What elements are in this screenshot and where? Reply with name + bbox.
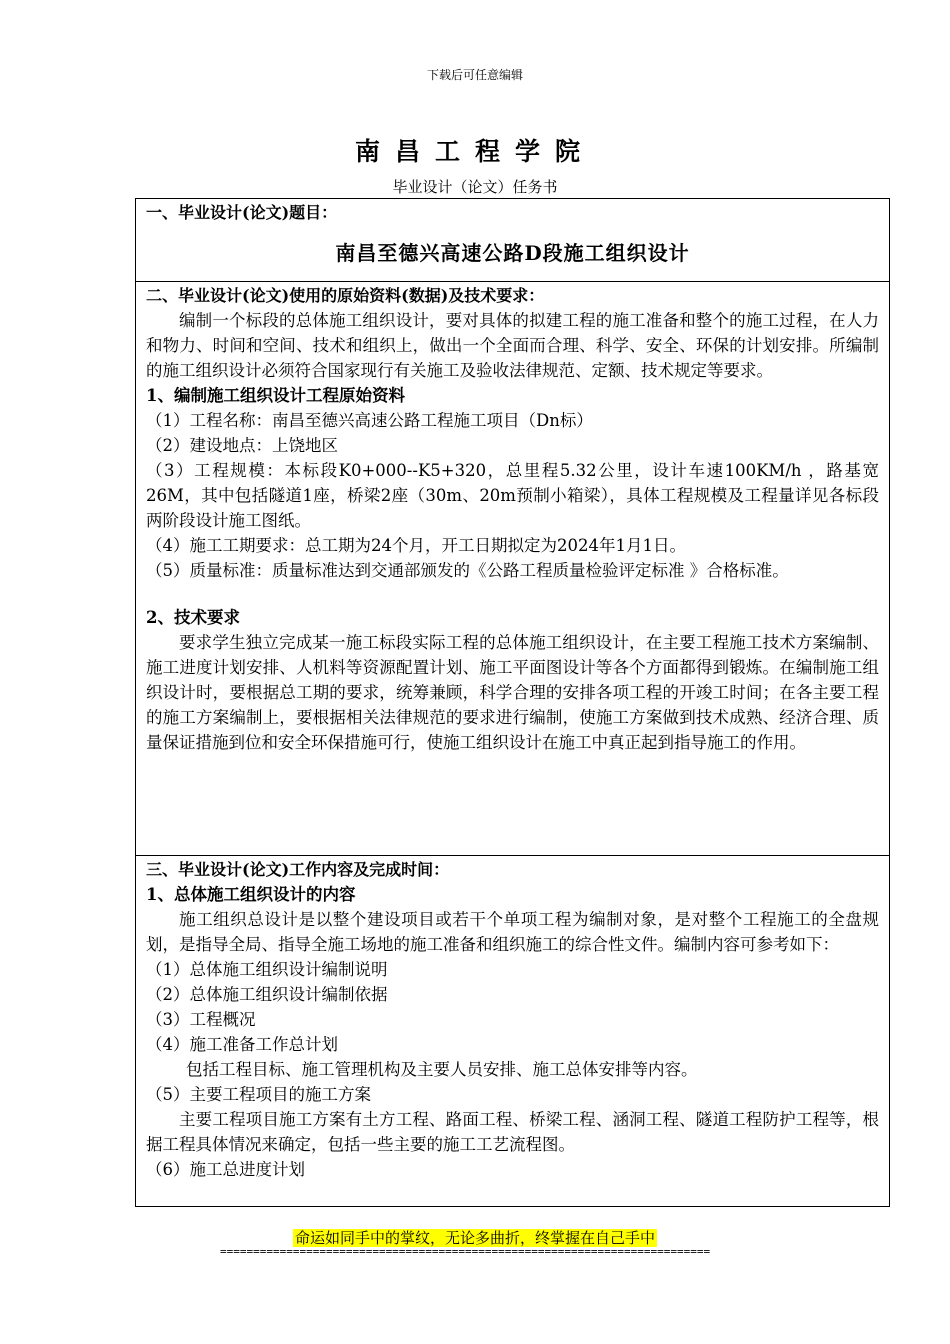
list-item: （1）工程名称：南昌至德兴高速公路工程施工项目（Dn标）: [146, 411, 593, 430]
list-item: （4）施工工期要求：总工期为24个月，开工日期拟定为2024年1月1日。: [146, 536, 686, 555]
task-table: [135, 198, 890, 1207]
list-item: （3）工程规模：本标段K0+000--K5+320，总里程5.32公里，设计车速100KM/h ，路基宽26M，其中包括隧道1座，桥梁2座（30m、20m预制小箱梁），具体工程规模及工程量详见各标段两阶段设计施工图纸。: [146, 461, 879, 530]
section-topic: [136, 199, 889, 282]
header-note: 下载后可任意编辑: [426, 68, 523, 82]
document-subtitle: 毕业设计（论文）任务书: [392, 178, 558, 196]
section3-sub1-title: 1、总体施工组织设计的内容: [146, 885, 356, 904]
section2-sub1-title: 1、编制施工组织设计工程原始资料: [146, 386, 405, 405]
section2-sub2-title: 2、技术要求: [146, 608, 240, 627]
list-item: （3）工程概况: [146, 1010, 256, 1029]
school-name: 南昌工程学院: [354, 137, 595, 166]
footer-motto-text: 命运如同手中的掌纹，无论多曲折，终掌握在自己手中: [294, 1229, 655, 1247]
list-item: （6）施工总进度计划: [146, 1160, 305, 1179]
list-item: （2）总体施工组织设计编制依据: [146, 985, 388, 1004]
list-item: （5）主要工程项目的施工方案: [146, 1085, 371, 1104]
thesis-topic: 南昌至德兴高速公路D段施工组织设计: [335, 241, 690, 265]
section-work-content: [136, 856, 889, 1206]
item4-detail: 包括工程目标、施工管理机构及主要人员安排、施工总体安排等内容。: [186, 1060, 698, 1079]
section2-tech-text: 要求学生独立完成某一施工标段实际工程的总体施工组织设计，在主要工程施工技术方案编制、施工进度计划安排、人机料等资源配置计划、施工平面图设计等各个方面都得到锻炼。在编制施工组织设计时，要根据总工期的要求，统筹兼顾，科学合理的安排各项工程的开竣工时间；在各主要工程的施工方案编制上，要根据相关法律规范的要求进行编制，使施工方案做到技术成熟、经济合理、质量保证措施到位和安全环保措施可行，使施工组织设计在施工中真正起到指导施工的作用。: [146, 633, 879, 752]
section2-intro: 编制一个标段的总体施工组织设计，要对具体的拟建工程的施工准备和整个的施工过程，在人力和物力、时间和空间、技术和组织上，做出一个全面而合理、科学、安全、环保的计划安排。所编制的施工组织设计必须符合国家现行有关施工及验收法律规范、定额、技术规定等要求。: [146, 311, 879, 380]
list-item: （4）施工准备工作总计划: [146, 1035, 338, 1054]
section1-heading: 一、毕业设计(论文)题目：: [146, 203, 338, 222]
item5-detail: 主要工程项目施工方案有土方工程、路面工程、桥梁工程、涵洞工程、隧道工程防护工程等，根据工程具体情况来确定，包括一些主要的施工工艺流程图。: [146, 1110, 879, 1154]
section2-heading: 二、毕业设计(论文)使用的原始资料(数据)及技术要求：: [146, 286, 545, 305]
list-item: （1）总体施工组织设计编制说明: [146, 960, 388, 979]
footer-separator: ==========================================================================: [220, 1245, 711, 1258]
list-item: （2）建设地点：上饶地区: [146, 436, 338, 455]
section3-heading: 三、毕业设计(论文)工作内容及完成时间：: [146, 860, 450, 879]
section-materials: [136, 282, 889, 856]
section3-intro: 施工组织总设计是以整个建设项目或若干个单项工程为编制对象，是对整个工程施工的全盘规划，是指导全局、指导全施工场地的施工准备和组织施工的综合性文件。编制内容可参考如下：: [146, 910, 879, 954]
list-item: （5）质量标准：质量标准达到交通部颁发的《公路工程质量检验评定标准 》合格标准。: [146, 561, 789, 580]
